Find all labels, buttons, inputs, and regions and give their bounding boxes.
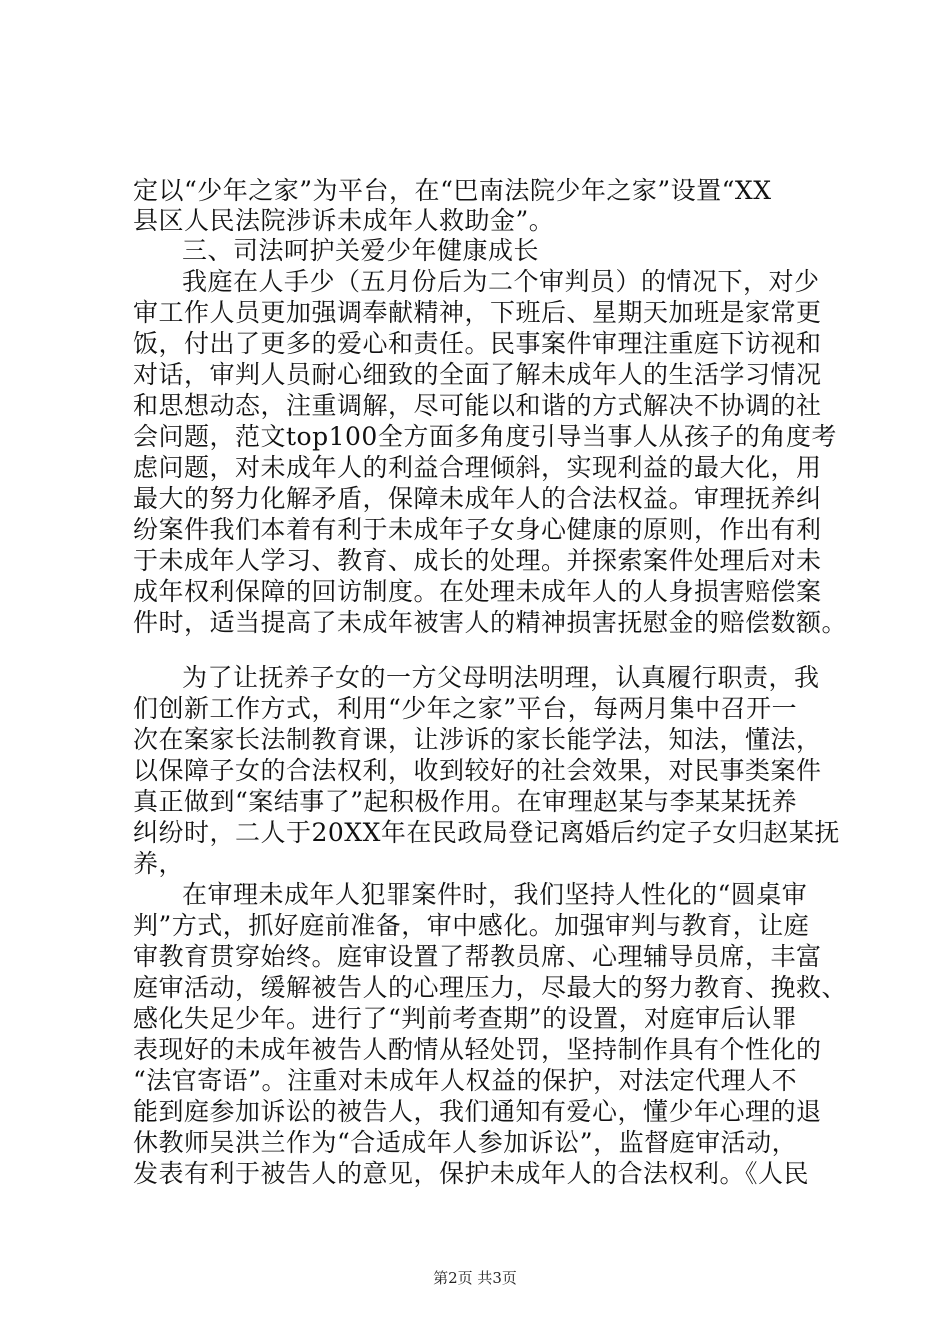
text-line: 对话，审判人员耐心细致的全面了解未成年人的生活学习情况 bbox=[133, 360, 822, 389]
text-line: 为了让抚养子女的一方父母明法明理，认真履行职责，我 bbox=[182, 663, 820, 692]
text-line: 成年权利保障的回访制度。在处理未成年人的人身损害赔偿案 bbox=[133, 577, 822, 606]
text-line: 纠纷时，二人于20XX年在民政局登记离婚后约定子女归赵某抚 bbox=[133, 818, 840, 847]
text-line: 能到庭参加诉讼的被告人，我们通知有爱心，懂少年心理的退 bbox=[133, 1097, 822, 1126]
text-line: 会问题，范文top100全方面多角度引导当事人从孩子的角度考 bbox=[133, 422, 837, 451]
text-line: 审教育贯穿始终。庭审设置了帮教员席、心理辅导员席，丰富 bbox=[133, 942, 822, 971]
text-line: 饭，付出了更多的爱心和责任。民事案件审理注重庭下访视和 bbox=[133, 329, 822, 358]
text-line: 在审理未成年人犯罪案件时，我们坚持人性化的“圆桌审 bbox=[182, 880, 808, 909]
text-line: 件时，适当提高了未成年被害人的精神损害抚慰金的赔偿数额。 bbox=[133, 608, 848, 637]
text-line: 于未成年人学习、教育、成长的处理。并探索案件处理后对未 bbox=[133, 546, 822, 575]
text-line: 们创新工作方式，利用“少年之家”平台，每两月集中召开一 bbox=[133, 694, 798, 723]
text-line: “法官寄语”。注重对未成年人权益的保护，对法定代理人不 bbox=[133, 1066, 798, 1095]
text-line: 判”方式，抓好庭前准备，审中感化。加强审判与教育，让庭 bbox=[133, 911, 810, 940]
text-line: 真正做到“案结事了”起积极作用。在审理赵某与李某某抚养 bbox=[133, 787, 798, 816]
text-line: 纷案件我们本着有利于未成年子女身心健康的原则，作出有利 bbox=[133, 515, 822, 544]
text-line: 和思想动态，注重调解，尽可能以和谐的方式解决不协调的社 bbox=[133, 391, 822, 420]
text-line: 休教师吴洪兰作为“合适成年人参加诉讼”，监督庭审活动， bbox=[133, 1128, 798, 1157]
text-line: 最大的努力化解矛盾，保障未成年人的合法权益。审理抚养纠 bbox=[133, 484, 822, 513]
text-line: 虑问题，对未成年人的利益合理倾斜，实现利益的最大化，用 bbox=[133, 453, 822, 482]
text-line: 发表有利于被告人的意见，保护未成年人的合法权利。《人民 bbox=[133, 1159, 810, 1188]
text-line: 表现好的未成年被告人酌情从轻处罚，坚持制作具有个性化的 bbox=[133, 1035, 822, 1064]
text-line: 我庭在人手少（五月份后为二个审判员）的情况下，对少 bbox=[182, 267, 820, 296]
section-heading: 三、司法呵护关爱少年健康成长 bbox=[182, 236, 540, 265]
text-line: 审工作人员更加强调奉献精神，下班后、星期天加班是家常更 bbox=[133, 298, 822, 327]
text-line: 以保障子女的合法权利，收到较好的社会效果，对民事类案件 bbox=[133, 756, 822, 785]
text-line: 养， bbox=[133, 849, 185, 878]
text-line: 庭审活动，缓解被告人的心理压力，尽最大的努力教育、挽救、 bbox=[133, 973, 848, 1002]
text-line: 县区人民法院涉诉未成年人救助金”。 bbox=[133, 206, 555, 235]
text-line: 次在案家长法制教育课，让涉诉的家长能学法，知法，懂法， bbox=[133, 725, 822, 754]
text-line: 定以“少年之家”为平台，在“巴南法院少年之家”设置“XX bbox=[133, 176, 772, 205]
page-footer: 第2页 共3页 bbox=[433, 1269, 517, 1287]
text-line: 感化失足少年。进行了“判前考查期”的设置，对庭审后认罪 bbox=[133, 1004, 798, 1033]
